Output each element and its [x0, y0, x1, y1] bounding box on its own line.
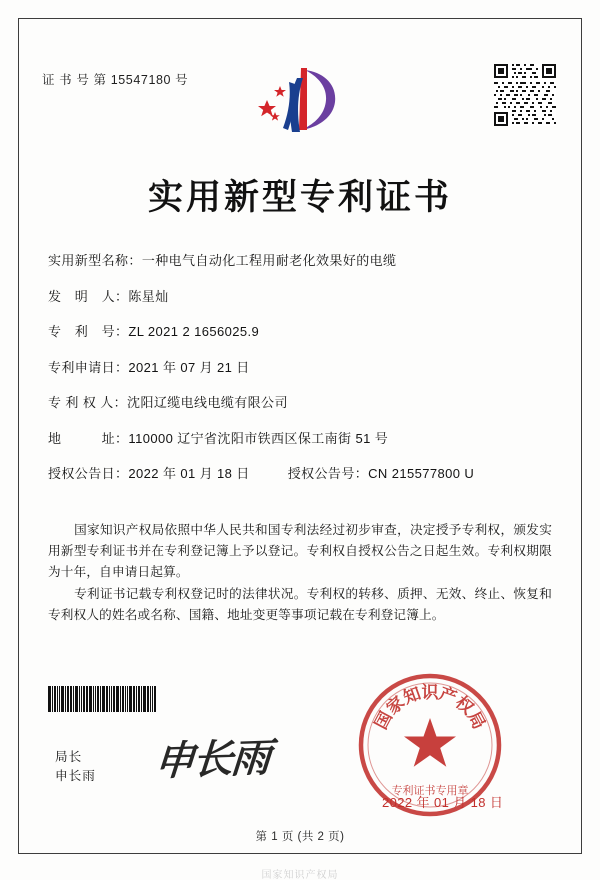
grant-number-group: [288, 463, 474, 482]
field-value: 一种电气自动化工程用耐老化效果好的电缆: [141, 253, 397, 268]
legal-paragraph-1-text: 国家知识产权局依照中华人民共和国专利法经过初步审查，决定授予专利权，颁发实用新型专利证书并在专利登记簿上予以登记。专利权自授权公告之日起生效。专利权期限为十年，自申请日起算。: [48, 523, 552, 579]
field-value: 110000 辽宁省沈阳市铁西区保工南街 51 号: [128, 430, 389, 446]
field-row-address: [48, 428, 556, 447]
legal-paragraph-2-text: 专利证书记载专利权登记时的法律状况。专利权的转移、质押、无效、终止、恢复和专利权人的姓名或名称、国籍、地址变更等事项记载在专利登记簿上。: [48, 587, 552, 622]
cnipa-logo-icon: [253, 62, 349, 138]
legal-paragraph-1: [48, 520, 552, 583]
svg-text:权: 权: [451, 692, 478, 719]
director-name: 申长雨: [55, 769, 96, 783]
grant-date-label: 授权公告日：: [48, 466, 129, 481]
grant-number-value: CN 215577800 U: [368, 466, 475, 481]
field-row-name: [48, 250, 556, 269]
field-label: 发 明 人：: [48, 288, 129, 304]
field-label: 专 利 权 人：: [48, 395, 128, 410]
qr-code: [494, 64, 556, 126]
barcode: [48, 686, 200, 712]
field-row-inventor: [48, 286, 556, 305]
field-list: [48, 250, 556, 499]
field-value: 陈星灿: [128, 288, 169, 304]
field-label: 地 址：: [48, 430, 129, 446]
field-row-patentee: [48, 392, 556, 411]
field-value: 沈阳辽缆电线电缆有限公司: [127, 395, 288, 410]
bottom-watermark: 国家知识产权局: [261, 870, 339, 881]
director-label: 局长: [55, 750, 83, 764]
grant-date-value: 2022 年 01 月 18 日: [128, 466, 250, 481]
svg-text:产: 产: [436, 683, 460, 709]
seal-date: 2022 年 01 月 18 日: [382, 795, 504, 810]
svg-text:国: 国: [371, 708, 397, 733]
field-label: 专利申请日：: [48, 359, 129, 375]
field-value: 2021 年 07 月 21 日: [128, 359, 250, 375]
svg-text:识: 识: [421, 683, 439, 703]
page-number: 第 1 页 (共 2 页): [255, 831, 345, 843]
field-label: 实用新型名称：: [48, 253, 142, 268]
field-row-application-date: [48, 357, 556, 376]
svg-text:局: 局: [463, 708, 489, 733]
legal-paragraph-2: [48, 584, 552, 626]
field-row-grant: [48, 463, 556, 482]
field-row-patent-number: [48, 321, 556, 340]
svg-text:知: 知: [400, 683, 424, 709]
svg-text:专利证书专用章: 专利证书专用章: [391, 784, 469, 797]
svg-text:家: 家: [382, 692, 409, 719]
page-title: 实用新型专利证书: [147, 178, 452, 218]
certificate-number: 证 书 号 第 15547180 号: [42, 73, 189, 87]
field-value: ZL 2021 2 1656025.9: [128, 324, 260, 339]
grant-number-label: 授权公告号：: [287, 466, 369, 481]
field-label: 专 利 号：: [48, 324, 129, 339]
handwritten-signature: 申长雨: [152, 734, 271, 785]
